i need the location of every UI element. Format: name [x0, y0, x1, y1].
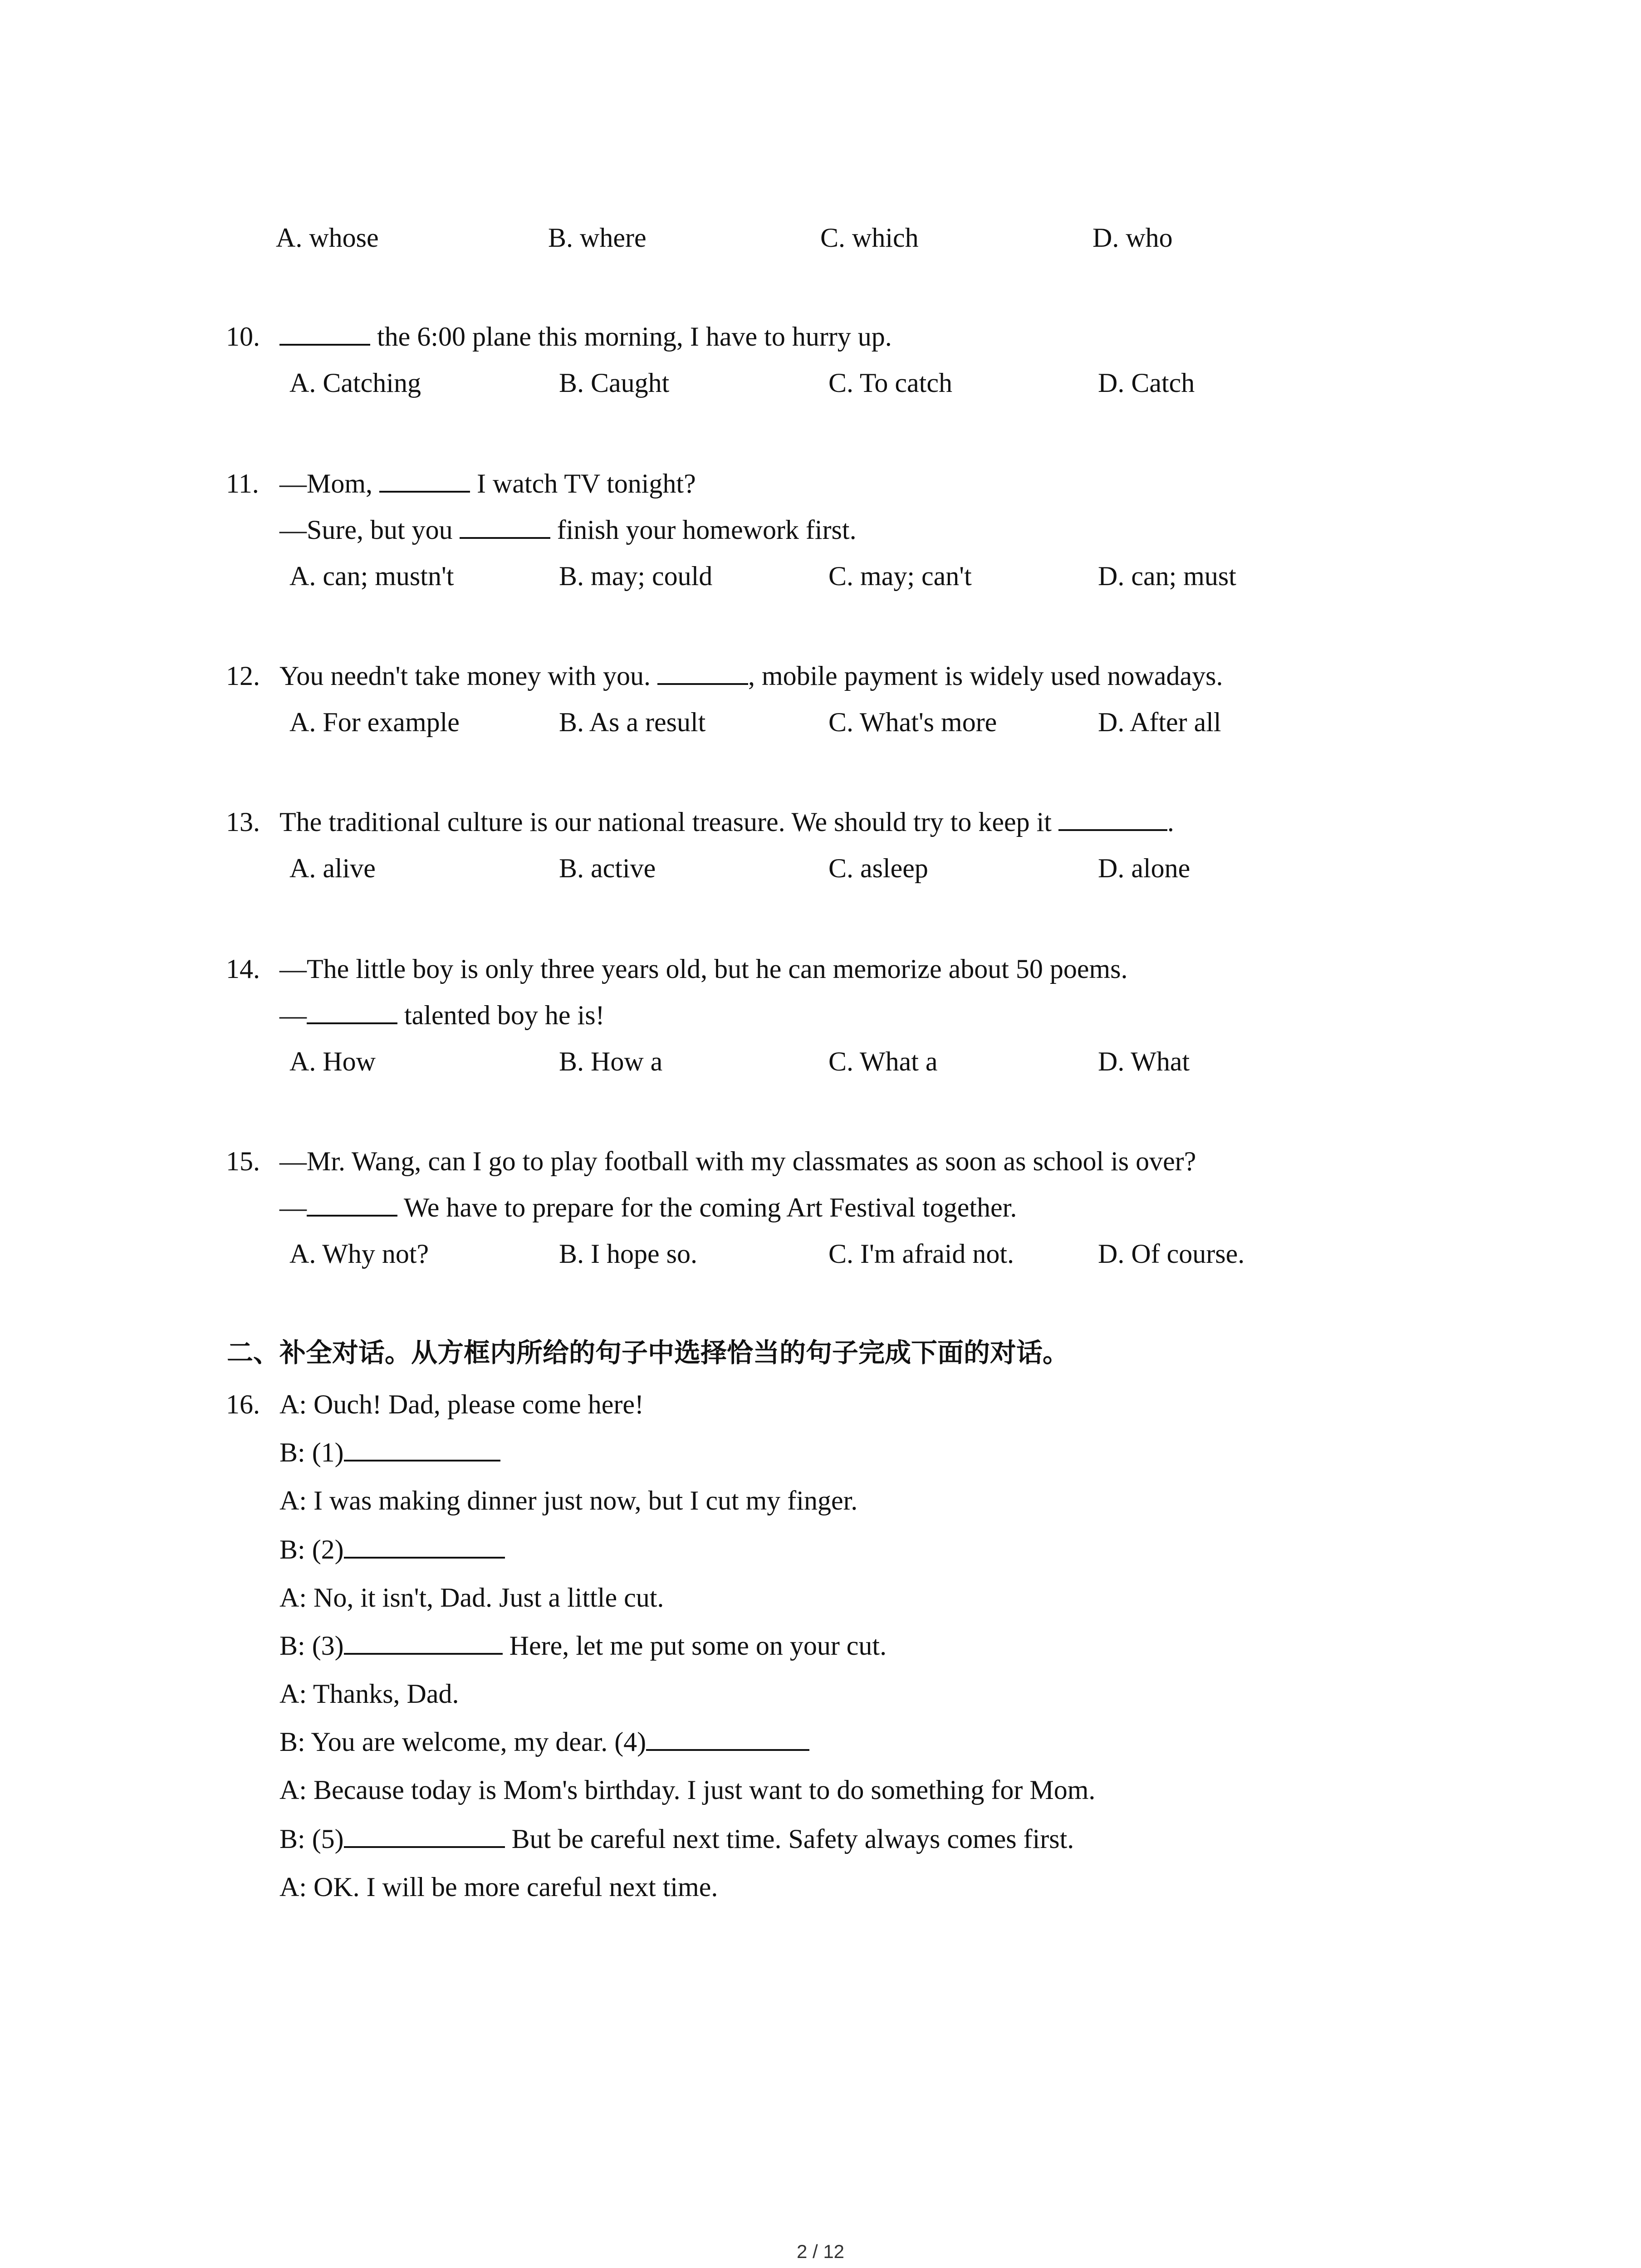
q15-option-b: B. I hope so. — [559, 1239, 697, 1269]
q13-option-a: A. alive — [289, 853, 376, 883]
section-heading: 二、补全对话。从方框内所给的句子中选择恰当的句子完成下面的对话。 — [227, 1337, 1069, 1368]
q9-option-c: C. which — [820, 223, 919, 253]
answer-blank — [657, 660, 748, 685]
dialogue-line: B: (2) — [279, 1533, 505, 1566]
q12-option-a: A. For example — [289, 707, 460, 737]
answer-blank — [307, 999, 397, 1024]
answer-blank — [344, 1436, 500, 1461]
q10-option-b: B. Caught — [559, 368, 670, 398]
q12-option-c: C. What's more — [828, 707, 997, 737]
dialogue-line: B: (5) But be careful next time. Safety always comes first. — [279, 1823, 1074, 1855]
q12-option-d: D. After all — [1098, 707, 1221, 737]
dialogue-line: B: You are welcome, my dear. (4) — [279, 1725, 809, 1758]
dialogue-line: A: Because today is Mom's birthday. I just want to do something for Mom. — [279, 1775, 1096, 1805]
q11-number: 11. — [226, 469, 259, 499]
q10-number: 10. — [226, 322, 260, 352]
answer-blank — [1058, 806, 1167, 831]
answer-blank — [460, 513, 550, 539]
q12-option-b: B. As a result — [559, 707, 706, 737]
q13-number: 13. — [226, 807, 260, 837]
q13-option-b: B. active — [559, 853, 656, 883]
q12-stem: You needn't take money with you. , mobile payment is widely used nowadays. — [279, 660, 1223, 692]
q9-option-a: A. whose — [276, 223, 379, 253]
answer-blank — [646, 1725, 809, 1751]
q10-option-d: D. Catch — [1098, 368, 1195, 398]
q14-number: 14. — [226, 954, 260, 984]
dialogue-line: B: (1) — [279, 1436, 500, 1469]
q15-option-a: A. Why not? — [289, 1239, 429, 1269]
answer-blank — [307, 1191, 397, 1217]
q11-option-b: B. may; could — [559, 561, 713, 591]
q10-option-c: C. To catch — [828, 368, 952, 398]
answer-blank — [344, 1629, 503, 1655]
q11-option-c: C. may; can't — [828, 561, 972, 591]
q13-stem: The traditional culture is our national treasure. We should try to keep it . — [279, 806, 1174, 838]
dialogue-line: A: Ouch! Dad, please come here! — [279, 1389, 644, 1419]
q9-option-b: B. where — [548, 223, 647, 253]
q15-line1: —Mr. Wang, can I go to play football with my classmates as soon as school is over? — [279, 1146, 1196, 1176]
q15-number: 15. — [226, 1146, 260, 1176]
q10-option-a: A. Catching — [289, 368, 421, 398]
q14-line1: —The little boy is only three years old, but he can memorize about 50 poems. — [279, 954, 1128, 984]
q14-option-b: B. How a — [559, 1046, 663, 1076]
q15-option-d: D. Of course. — [1098, 1239, 1245, 1269]
dialogue-line: B: (3) Here, let me put some on your cut. — [279, 1629, 887, 1662]
q11-option-a: A. can; mustn't — [289, 561, 454, 591]
answer-blank — [344, 1533, 505, 1559]
q12-number: 12. — [226, 661, 260, 691]
q11-line2: —Sure, but you finish your homework first. — [279, 513, 857, 546]
q15-option-c: C. I'm afraid not. — [828, 1239, 1014, 1269]
q14-option-d: D. What — [1098, 1046, 1190, 1076]
answer-blank — [344, 1823, 505, 1848]
answer-blank — [379, 467, 470, 493]
q13-option-d: D. alone — [1098, 853, 1190, 883]
q16-number: 16. — [226, 1389, 260, 1419]
q15-line2: — We have to prepare for the coming Art Festival together. — [279, 1191, 1017, 1224]
dialogue-line: A: OK. I will be more careful next time. — [279, 1872, 718, 1902]
dialogue-line: A: I was making dinner just now, but I cut my finger. — [279, 1486, 858, 1515]
page-number: 2 / 12 — [796, 2241, 845, 2262]
dialogue-line: A: Thanks, Dad. — [279, 1679, 459, 1709]
q11-line1: —Mom, I watch TV tonight? — [279, 467, 696, 500]
q10-stem: the 6:00 plane this morning, I have to hurry up. — [279, 320, 892, 353]
q14-option-c: C. What a — [828, 1046, 938, 1076]
q9-option-d: D. who — [1092, 223, 1173, 253]
q13-option-c: C. asleep — [828, 853, 928, 883]
answer-blank — [279, 320, 370, 346]
q14-option-a: A. How — [289, 1046, 376, 1076]
q14-line2: — talented boy he is! — [279, 999, 605, 1031]
dialogue-line: A: No, it isn't, Dad. Just a little cut. — [279, 1583, 664, 1613]
q11-option-d: D. can; must — [1098, 561, 1236, 591]
